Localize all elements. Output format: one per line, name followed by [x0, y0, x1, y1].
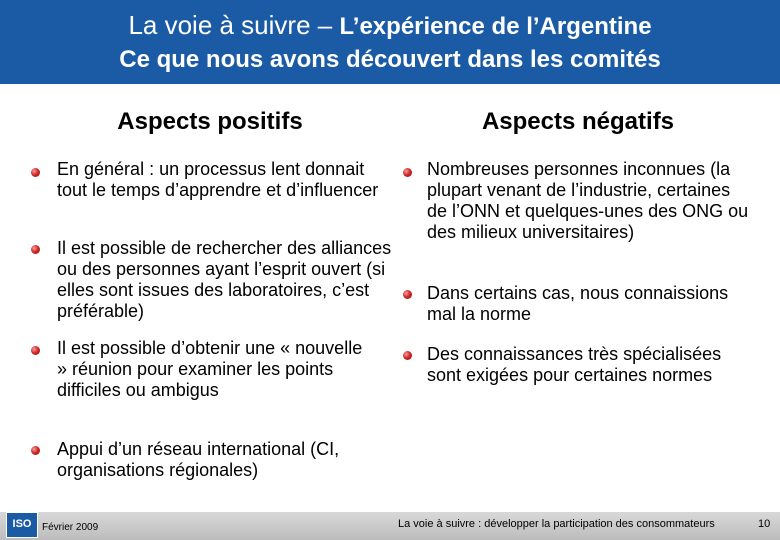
negative-item: Nombreuses personnes inconnues (la plupart venant de l’industrie, certaines de l’ONN et quelques-unes des ONG ou des milieux universitaires): [427, 159, 749, 242]
red-sphere-bullet-icon: [403, 168, 412, 177]
positive-item: Il est possible de rechercher des alliances ou des personnes ayant l’esprit ouvert (si elles sont issues des laboratoires, c’est préférable): [57, 238, 392, 321]
positive-item: En général : un processus lent donnait tout le temps d’apprendre et d’influencer: [57, 159, 379, 200]
red-sphere-bullet-icon: [31, 245, 40, 254]
slide-title-part1: La voie à suivre –: [128, 10, 340, 40]
footer-date: Février 2009: [42, 522, 99, 533]
iso-logo: [6, 512, 38, 538]
negative-aspects-heading: Aspects négatifs: [481, 108, 675, 135]
footer-text: La voie à suivre : développer la participation des consommateurs: [398, 518, 715, 530]
positive-aspects-heading: Aspects positifs: [117, 108, 303, 135]
positive-item: Il est possible d’obtenir une « nouvelle » réunion pour examiner les points difficiles ou ambigus: [57, 338, 363, 400]
slide-title-part2: L’expérience de l’Argentine: [339, 13, 652, 40]
positive-item: Appui d’un réseau international (CI, organisations régionales): [57, 439, 340, 480]
negative-item: Dans certains cas, nous connaissions mal la norme: [427, 283, 729, 324]
negative-item: Des connaissances très spécialisées sont exigées pour certaines normes: [427, 344, 722, 385]
page-number: 10: [758, 518, 771, 530]
iso-logo-text: ISO: [12, 518, 32, 530]
red-sphere-bullet-icon: [31, 346, 40, 355]
slide-subtitle: Ce que nous avons découvert dans les comités: [119, 46, 661, 73]
red-sphere-bullet-icon: [31, 446, 40, 455]
title-bar: [0, 0, 780, 84]
red-sphere-bullet-icon: [403, 351, 412, 360]
red-sphere-bullet-icon: [31, 168, 40, 177]
slide-title: [0, 8, 780, 44]
red-sphere-bullet-icon: [403, 290, 412, 299]
